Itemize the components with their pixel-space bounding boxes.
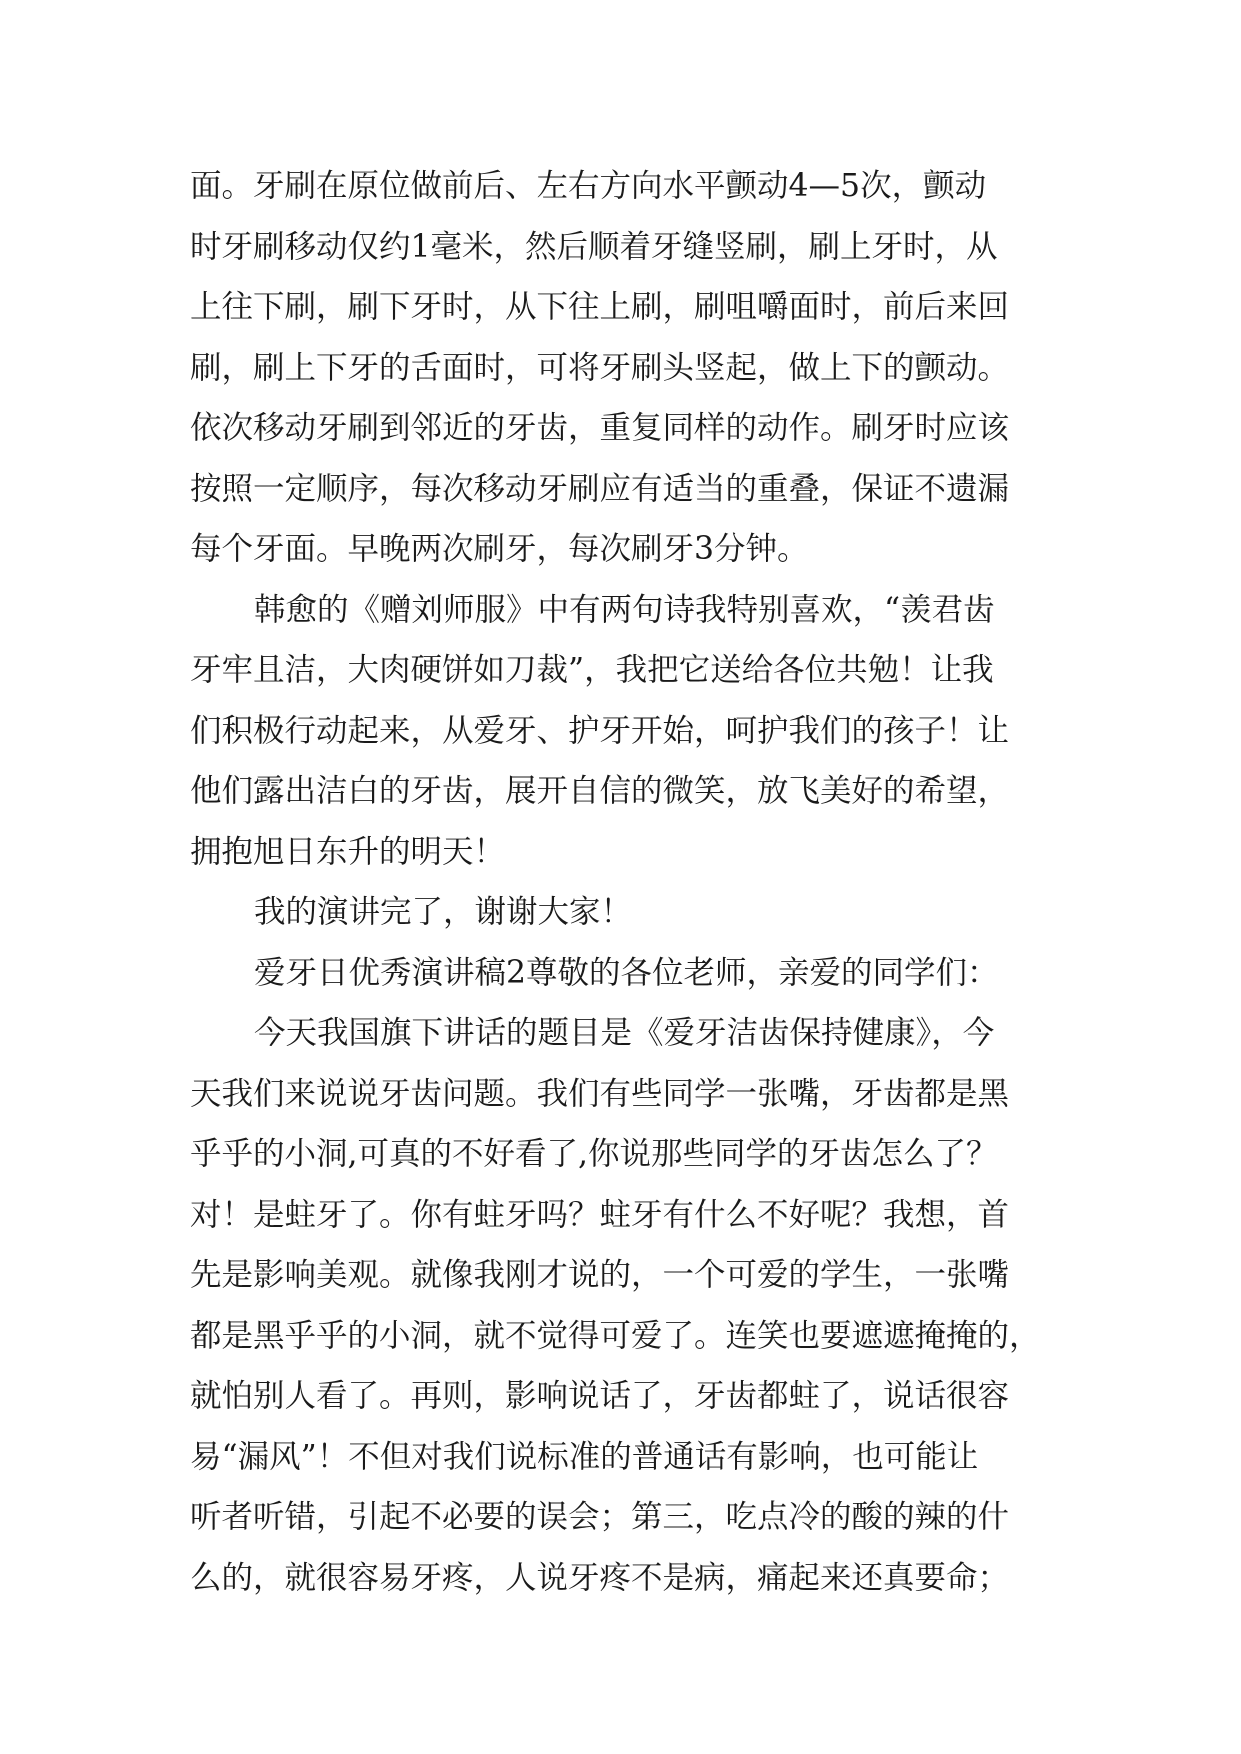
paragraph-line: 韩愈的《赠刘师服》中有两句诗我特别喜欢，“羡君齿 xyxy=(254,591,995,628)
paragraph-line: 爱牙日优秀演讲稿2尊敬的各位老师，亲爱的同学们： xyxy=(254,954,999,991)
paragraph-line: 听者听错，引起不必要的误会；第三，吃点冷的酸的辣的什 xyxy=(190,1499,1010,1535)
paragraph-line: 拥抱旭日东升的明天！ xyxy=(190,833,506,870)
paragraph-line: 先是影响美观。就像我刚才说的，一个可爱的学生，一张嘴 xyxy=(190,1257,1010,1293)
paragraph-line: 易“漏风”！不但对我们说标准的普通话有影响，也可能让 xyxy=(190,1438,979,1475)
paragraph-line: 牙牢且洁，大肉硬饼如刀裁”，我把它送给各位共勉！让我 xyxy=(190,652,994,688)
paragraph-line: 对！是蛀牙了。你有蛀牙吗？蛀牙有什么不好呢？我想，首 xyxy=(190,1196,1010,1233)
paragraph-line: 刷，刷上下牙的舌面时，可将牙刷头竖起，做上下的颤动。 xyxy=(190,349,1010,386)
paragraph-line: 每个牙面。早晚两次刷牙，每次刷牙3分钟。 xyxy=(190,531,809,567)
paragraph-line: 们积极行动起来，从爱牙、护牙开始，呵护我们的孩子！让 xyxy=(190,712,1010,749)
paragraph-line: 依次移动牙刷到邻近的牙齿，重复同样的动作。刷牙时应该 xyxy=(190,410,1010,446)
paragraph-line: 么的，就很容易牙疼，人说牙疼不是病，痛起来还真要命； xyxy=(190,1559,1010,1596)
paragraph-line: 面。牙刷在原位做前后、左右方向水平颤动4—5次，颤动 xyxy=(190,168,987,204)
paragraph-line: 按照一定顺序，每次移动牙刷应有适当的重叠，保证不遗漏 xyxy=(190,470,1010,507)
paragraph-line: 他们露出洁白的牙齿，展开自信的微笑，放飞美好的希望， xyxy=(190,773,1010,809)
paragraph-line: 我的演讲完了，谢谢大家！ xyxy=(254,894,633,930)
paragraph-line: 今天我国旗下讲话的题目是《爱牙洁齿保持健康》，今 xyxy=(254,1015,995,1051)
paragraph-line: 就怕别人看了。再则，影响说话了，牙齿都蛀了，说话很容 xyxy=(190,1378,1010,1414)
paragraph-line: 都是黑乎乎的小洞，就不觉得可爱了。连笑也要遮遮掩掩的， xyxy=(190,1317,1041,1354)
paragraph-line: 天我们来说说牙齿问题。我们有些同学一张嘴，牙齿都是黑 xyxy=(190,1075,1010,1112)
paragraph-line: 乎乎的小洞,可真的不好看了,你说那些同学的牙齿怎么了？ xyxy=(190,1136,998,1172)
paragraph-line: 上往下刷，刷下牙时，从下往上刷，刷咀嚼面时，前后来回 xyxy=(190,289,1010,325)
paragraph-line: 时牙刷移动仅约1毫米，然后顺着牙缝竖刷，刷上牙时，从 xyxy=(190,228,998,265)
document-body xyxy=(190,156,1050,1608)
